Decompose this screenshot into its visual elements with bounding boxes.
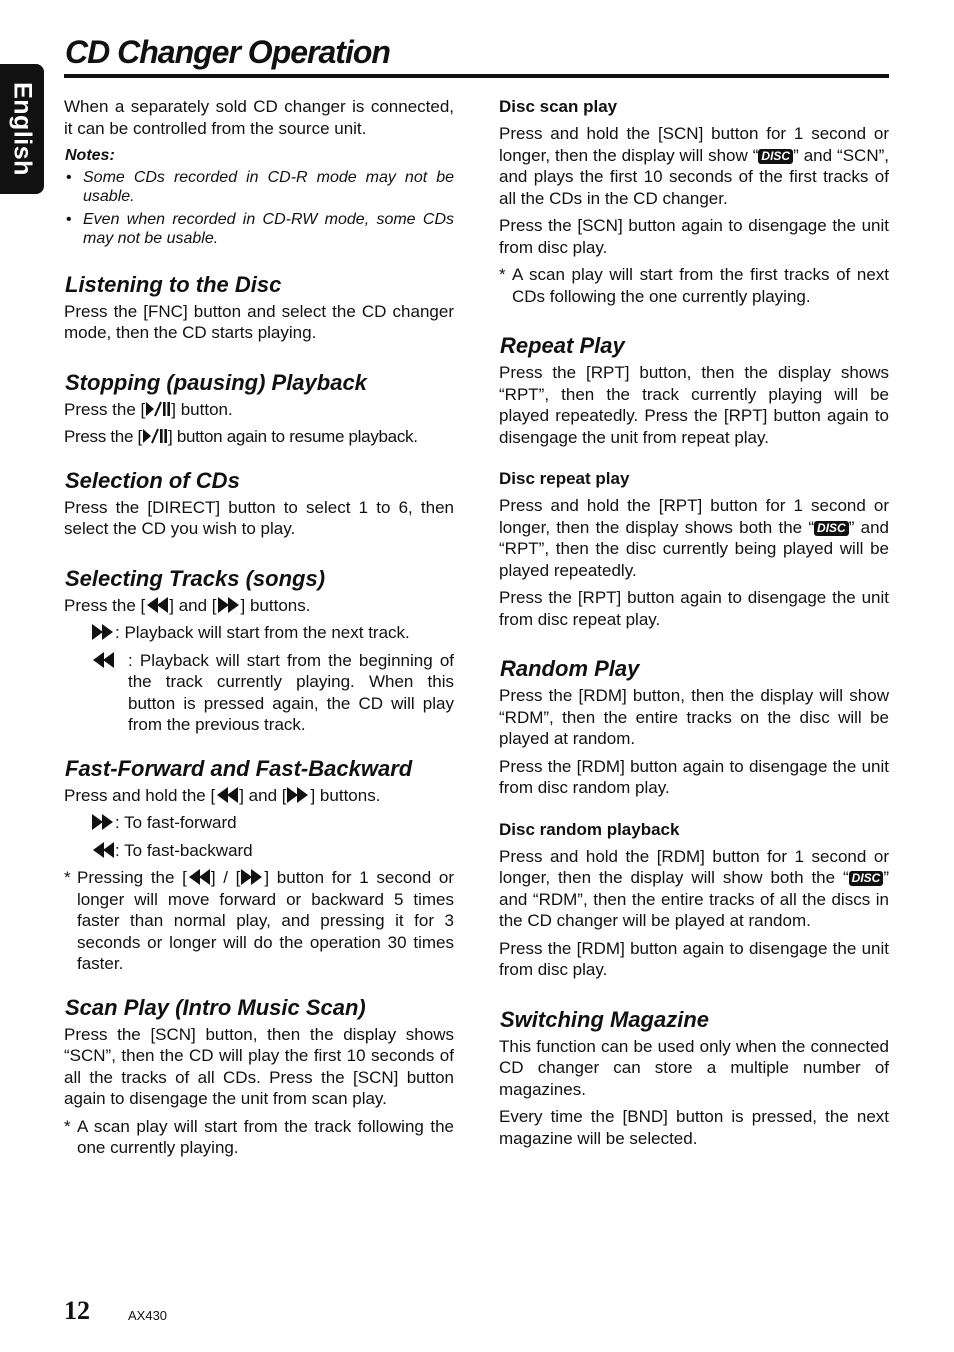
disc-scan-heading: Disc scan play [499, 97, 618, 116]
magazine-heading: Switching Magazine [500, 1006, 710, 1032]
play-pause-icon [142, 427, 168, 445]
random-text: Press the [RDM] button, then the display will show “RDM”, then the entire tracks on the disc will be played at random. [499, 686, 889, 748]
fast-forward-icon [286, 786, 310, 804]
disc-repeat-text-2: Press the [RPT] button again to disengage the unit from disc repeat play. [499, 588, 889, 629]
play-pause-icon [145, 400, 171, 418]
disc-badge: DISC [814, 521, 849, 536]
scan-text: Press the [SCN] button, then the display shows “SCN”, then the CD will play the first 10 seconds of all the tracks of all CDs. Press the [SCN] button again to disengage the unit from scan play. [64, 1024, 454, 1108]
listening-heading: Listening to the Disc [65, 271, 282, 297]
selection-heading: Selection of CDs [65, 467, 240, 493]
model-name: AX430 [128, 1308, 168, 1323]
note-item: • Even when recorded in CD-RW mode, some CDs may not be usable. [64, 210, 454, 249]
disc-random-heading: Disc random playback [499, 819, 680, 839]
fast-heading: Fast-Forward and Fast-Backward [65, 755, 413, 781]
fast-note: * Pressing the [ ] / [ ] button for 1 second or longer will move forward or backward 5 times faster than normal play, and pressing it for 3 seconds or longer will do the operation 30 times faster. [64, 868, 454, 973]
fast-forward-icon [91, 623, 115, 641]
tracks-prev-desc: : Playback will start from the beginning of the track currently playing. When this button is pressed again, the CD will play from the previous track. [64, 650, 454, 736]
tracks-heading: Selecting Tracks (songs) [65, 565, 326, 591]
fast-forward-desc: : To fast-forward [64, 812, 454, 834]
repeat-heading: Repeat Play [500, 333, 625, 358]
disc-scan-text-2: Press the [SCN] button again to disengage the unit from disc play. [499, 216, 889, 257]
magazine-text: This function can be used only when the connected CD changer can store a multiple number of magazines. [499, 1036, 889, 1099]
stopping-line-1: Press the [ ] button. [64, 399, 233, 419]
fast-forward-icon [240, 868, 264, 886]
fast-intro: Press and hold the [ ] and [ ] buttons. [64, 785, 381, 805]
tracks-intro: Press the [ ] and [ ] buttons. [64, 595, 311, 615]
tracks-next-desc: : Playback will start from the next track. [64, 622, 454, 644]
rewind-icon [91, 651, 115, 669]
disc-badge: DISC [758, 149, 793, 164]
rewind-icon [91, 841, 115, 859]
random-heading: Random Play [500, 656, 640, 681]
right-column [499, 96, 889, 1155]
fast-forward-icon [217, 596, 241, 614]
fast-backward-desc: : To fast-backward [64, 840, 454, 862]
intro-text: When a separately sold CD changer is connected, it can be controlled from the source unit. [64, 97, 454, 138]
language-tab [0, 64, 44, 194]
disc-random-text: Press and hold the [RDM] button for 1 second or longer, then the display will show both the “ DISC ” and “RDM”, then the entire tracks of all the discs in the CD changer will be played at random. [499, 846, 889, 930]
fast-forward-icon [91, 813, 115, 831]
rewind-icon [145, 596, 169, 614]
repeat-text: Press the [RPT] button, then the display shows “RPT”, then the track currently playing will be played repeatedly. Press the [RPT] button again to disengage the unit from repeat play. [499, 363, 889, 447]
page-title: CD Changer Operation [65, 34, 390, 70]
language-tab-label: English [8, 82, 37, 176]
selection-text: Press the [DIRECT] button to select 1 to 6, then select the CD you wish to play. [64, 497, 454, 538]
rewind-icon [215, 786, 239, 804]
rewind-icon [187, 868, 211, 886]
notes-heading: Notes: [65, 147, 115, 164]
stopping-heading: Stopping (pausing) Playback [65, 369, 367, 395]
disc-repeat-text: Press and hold the [RPT] button for 1 second or longer, then the display shows both the “ DISC ” and “RPT”, then the disc currently being played will be played repeatedly. [499, 496, 889, 580]
note-item: • Some CDs recorded in CD-R mode may not be usable. [64, 168, 454, 207]
disc-badge: DISC [849, 871, 884, 886]
scan-note: * A scan play will start from the track following the one currently playing. [64, 1116, 454, 1157]
disc-repeat-heading: Disc repeat play [499, 469, 630, 488]
magazine-text-2: Every time the [BND] button is pressed, the next magazine will be selected. [499, 1107, 889, 1148]
stopping-line-2: Press the [ ] button again to resume playback. [64, 427, 418, 446]
page-number: 12 [64, 1296, 90, 1325]
scan-heading: Scan Play (Intro Music Scan) [65, 994, 366, 1020]
disc-scan-text: Press and hold the [SCN] button for 1 second or longer, then the display will show “ DISC ” and “SCN”, and plays the first 10 seconds of the first tracks of all the CDs in the CD changer. [499, 124, 889, 208]
random-text-2: Press the [RDM] button again to disengage the unit from disc random play. [499, 756, 889, 797]
disc-scan-note: * A scan play will start from the first tracks of next CDs following the one currently playing. [499, 265, 889, 306]
left-column [64, 96, 454, 1165]
disc-random-text-2: Press the [RDM] button again to disengage the unit from disc play. [499, 938, 889, 979]
listening-text: Press the [FNC] button and select the CD changer mode, then the CD starts playing. [64, 301, 454, 342]
title-rule [64, 74, 889, 78]
